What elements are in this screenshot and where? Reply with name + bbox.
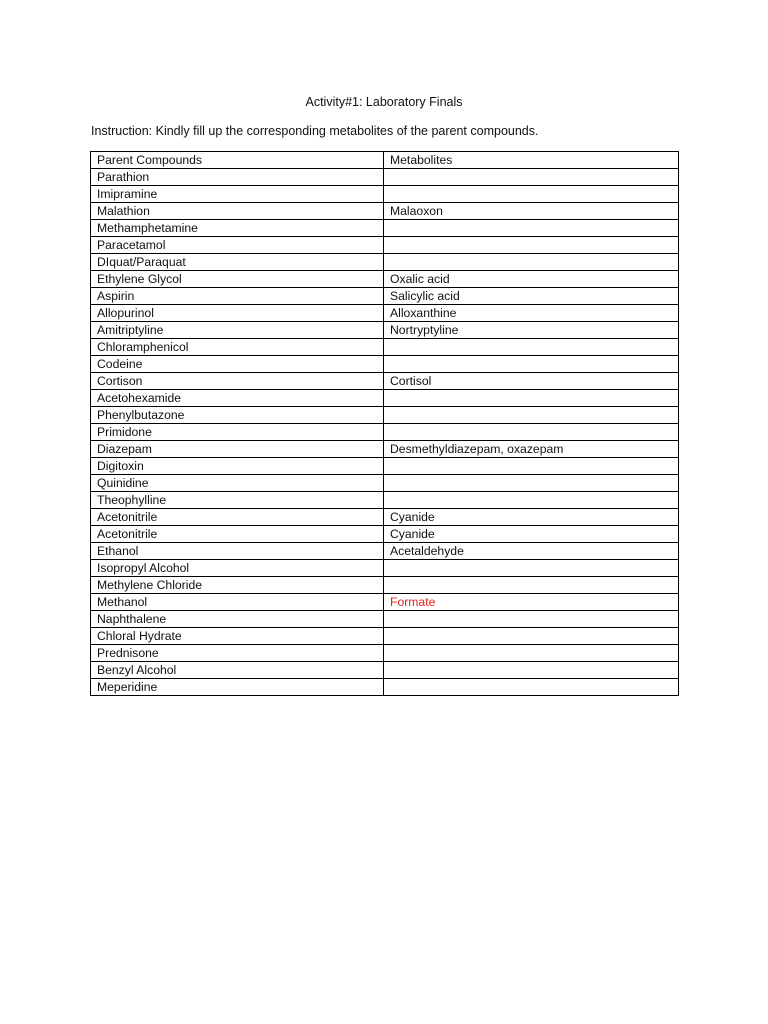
- metabolite-cell[interactable]: Cyanide: [384, 509, 679, 526]
- metabolite-cell[interactable]: [384, 169, 679, 186]
- table-row: [91, 611, 679, 628]
- table-row: [91, 492, 679, 509]
- metabolite-cell[interactable]: Malaoxon: [384, 203, 679, 220]
- metabolite-cell[interactable]: [384, 186, 679, 203]
- parent-compound-cell: Acetohexamide: [91, 390, 384, 407]
- table-row: [91, 509, 679, 526]
- parent-compound-cell: Ethanol: [91, 543, 384, 560]
- table-row: [91, 254, 679, 271]
- metabolite-cell[interactable]: [384, 577, 679, 594]
- metabolite-cell[interactable]: [384, 424, 679, 441]
- metabolite-cell[interactable]: Salicylic acid: [384, 288, 679, 305]
- table-row: [91, 322, 679, 339]
- metabolite-cell[interactable]: [384, 645, 679, 662]
- parent-compound-cell: Paracetamol: [91, 237, 384, 254]
- table-row: [91, 645, 679, 662]
- table-row: [91, 169, 679, 186]
- metabolite-cell[interactable]: [384, 390, 679, 407]
- metabolite-cell[interactable]: [384, 254, 679, 271]
- parent-compound-cell: Methanol: [91, 594, 384, 611]
- metabolite-cell[interactable]: [384, 492, 679, 509]
- metabolite-cell[interactable]: Cyanide: [384, 526, 679, 543]
- metabolite-cell[interactable]: [384, 679, 679, 696]
- parent-compound-cell: Acetonitrile: [91, 509, 384, 526]
- metabolite-cell[interactable]: [384, 458, 679, 475]
- table-row: [91, 407, 679, 424]
- parent-compound-cell: Acetonitrile: [91, 526, 384, 543]
- metabolite-cell[interactable]: [384, 339, 679, 356]
- metabolite-cell[interactable]: Formate: [384, 594, 679, 611]
- parent-compound-cell: Cortison: [91, 373, 384, 390]
- parent-compound-cell: DIquat/Paraquat: [91, 254, 384, 271]
- table-row: [91, 373, 679, 390]
- table-row: [91, 305, 679, 322]
- parent-compound-cell: Malathion: [91, 203, 384, 220]
- table-header-row: [91, 152, 679, 169]
- table-row: [91, 424, 679, 441]
- parent-compound-cell: Benzyl Alcohol: [91, 662, 384, 679]
- table-row: [91, 390, 679, 407]
- table-row: [91, 560, 679, 577]
- table-row: [91, 220, 679, 237]
- metabolite-cell[interactable]: Acetaldehyde: [384, 543, 679, 560]
- metabolite-cell[interactable]: Alloxanthine: [384, 305, 679, 322]
- table-row: [91, 628, 679, 645]
- metabolite-cell[interactable]: [384, 475, 679, 492]
- parent-compound-cell: Methamphetamine: [91, 220, 384, 237]
- instruction-text: Instruction: Kindly fill up the corresponding metabolites of the parent compounds.: [91, 124, 539, 138]
- table-row: [91, 594, 679, 611]
- table-row: [91, 662, 679, 679]
- table-row: [91, 526, 679, 543]
- metabolite-cell[interactable]: Cortisol: [384, 373, 679, 390]
- parent-compound-cell: Naphthalene: [91, 611, 384, 628]
- table-row: [91, 237, 679, 254]
- table-row: [91, 186, 679, 203]
- table-row: [91, 458, 679, 475]
- parent-compound-cell: Isopropyl Alcohol: [91, 560, 384, 577]
- parent-compound-cell: Phenylbutazone: [91, 407, 384, 424]
- metabolite-cell[interactable]: [384, 611, 679, 628]
- metabolite-cell[interactable]: [384, 628, 679, 645]
- table-row: [91, 441, 679, 458]
- metabolite-cell[interactable]: [384, 356, 679, 373]
- parent-compound-cell: Amitriptyline: [91, 322, 384, 339]
- metabolite-cell[interactable]: Nortryptyline: [384, 322, 679, 339]
- parent-compound-cell: Quinidine: [91, 475, 384, 492]
- metabolites-table: [90, 151, 679, 696]
- metabolite-cell[interactable]: [384, 662, 679, 679]
- parent-compound-cell: Chloramphenicol: [91, 339, 384, 356]
- table-row: [91, 679, 679, 696]
- parent-compound-cell: Theophylline: [91, 492, 384, 509]
- header-parent-compounds: Parent Compounds: [91, 152, 384, 169]
- metabolite-cell[interactable]: Oxalic acid: [384, 271, 679, 288]
- table-row: [91, 203, 679, 220]
- metabolite-cell[interactable]: [384, 237, 679, 254]
- parent-compound-cell: Imipramine: [91, 186, 384, 203]
- table-row: [91, 271, 679, 288]
- parent-compound-cell: Parathion: [91, 169, 384, 186]
- parent-compound-cell: Codeine: [91, 356, 384, 373]
- parent-compound-cell: Diazepam: [91, 441, 384, 458]
- parent-compound-cell: Ethylene Glycol: [91, 271, 384, 288]
- table-row: [91, 356, 679, 373]
- parent-compound-cell: Primidone: [91, 424, 384, 441]
- table-row: [91, 288, 679, 305]
- table-body: [91, 169, 679, 696]
- table-row: [91, 475, 679, 492]
- parent-compound-cell: Digitoxin: [91, 458, 384, 475]
- page-title: Activity#1: Laboratory Finals: [305, 95, 463, 109]
- parent-compound-cell: Prednisone: [91, 645, 384, 662]
- parent-compound-cell: Allopurinol: [91, 305, 384, 322]
- metabolite-cell[interactable]: Desmethyldiazepam, oxazepam: [384, 441, 679, 458]
- metabolite-cell[interactable]: [384, 220, 679, 237]
- table-row: [91, 577, 679, 594]
- metabolite-cell[interactable]: [384, 407, 679, 424]
- header-metabolites: Metabolites: [384, 152, 679, 169]
- parent-compound-cell: Meperidine: [91, 679, 384, 696]
- parent-compound-cell: Methylene Chloride: [91, 577, 384, 594]
- table-row: [91, 543, 679, 560]
- table-row: [91, 339, 679, 356]
- parent-compound-cell: Aspirin: [91, 288, 384, 305]
- parent-compound-cell: Chloral Hydrate: [91, 628, 384, 645]
- metabolite-cell[interactable]: [384, 560, 679, 577]
